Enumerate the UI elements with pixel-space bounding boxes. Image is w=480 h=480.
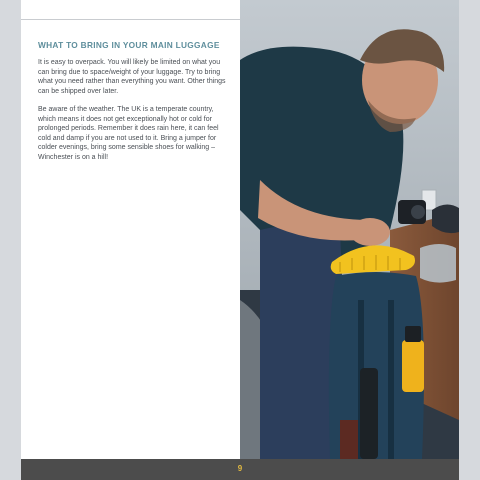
packing-photo-illustration <box>240 0 459 459</box>
section-heading: WHAT TO BRING IN YOUR MAIN LUGGAGE <box>38 40 220 50</box>
top-divider <box>21 19 240 20</box>
dark-bottle <box>360 368 378 459</box>
paragraph-weather: Be aware of the weather. The UK is a temperate country, which means it does not get exceptionally hot or cold for prolonged periods. Remember it does rain here, it can feel cold and damp if you are not used to it. Bring a jumper for colder evenings, bring some sensible shoes for walking – Winchester is on a hill! <box>38 105 219 161</box>
person-hands <box>350 218 390 246</box>
text-column <box>38 40 228 171</box>
plastic-bag <box>420 244 456 283</box>
packing-photo <box>240 0 459 459</box>
paragraph-overpacking: It is easy to overpack. You will likely be limited on what you can bring due to space/weight of your luggage. Try to bring what you need rather than everything you want. Other things can be shipped over later. <box>38 59 226 95</box>
brochure-page <box>21 0 459 480</box>
footer-bar <box>21 459 459 480</box>
page-number: 9 <box>237 464 243 473</box>
water-bottle <box>402 340 424 392</box>
